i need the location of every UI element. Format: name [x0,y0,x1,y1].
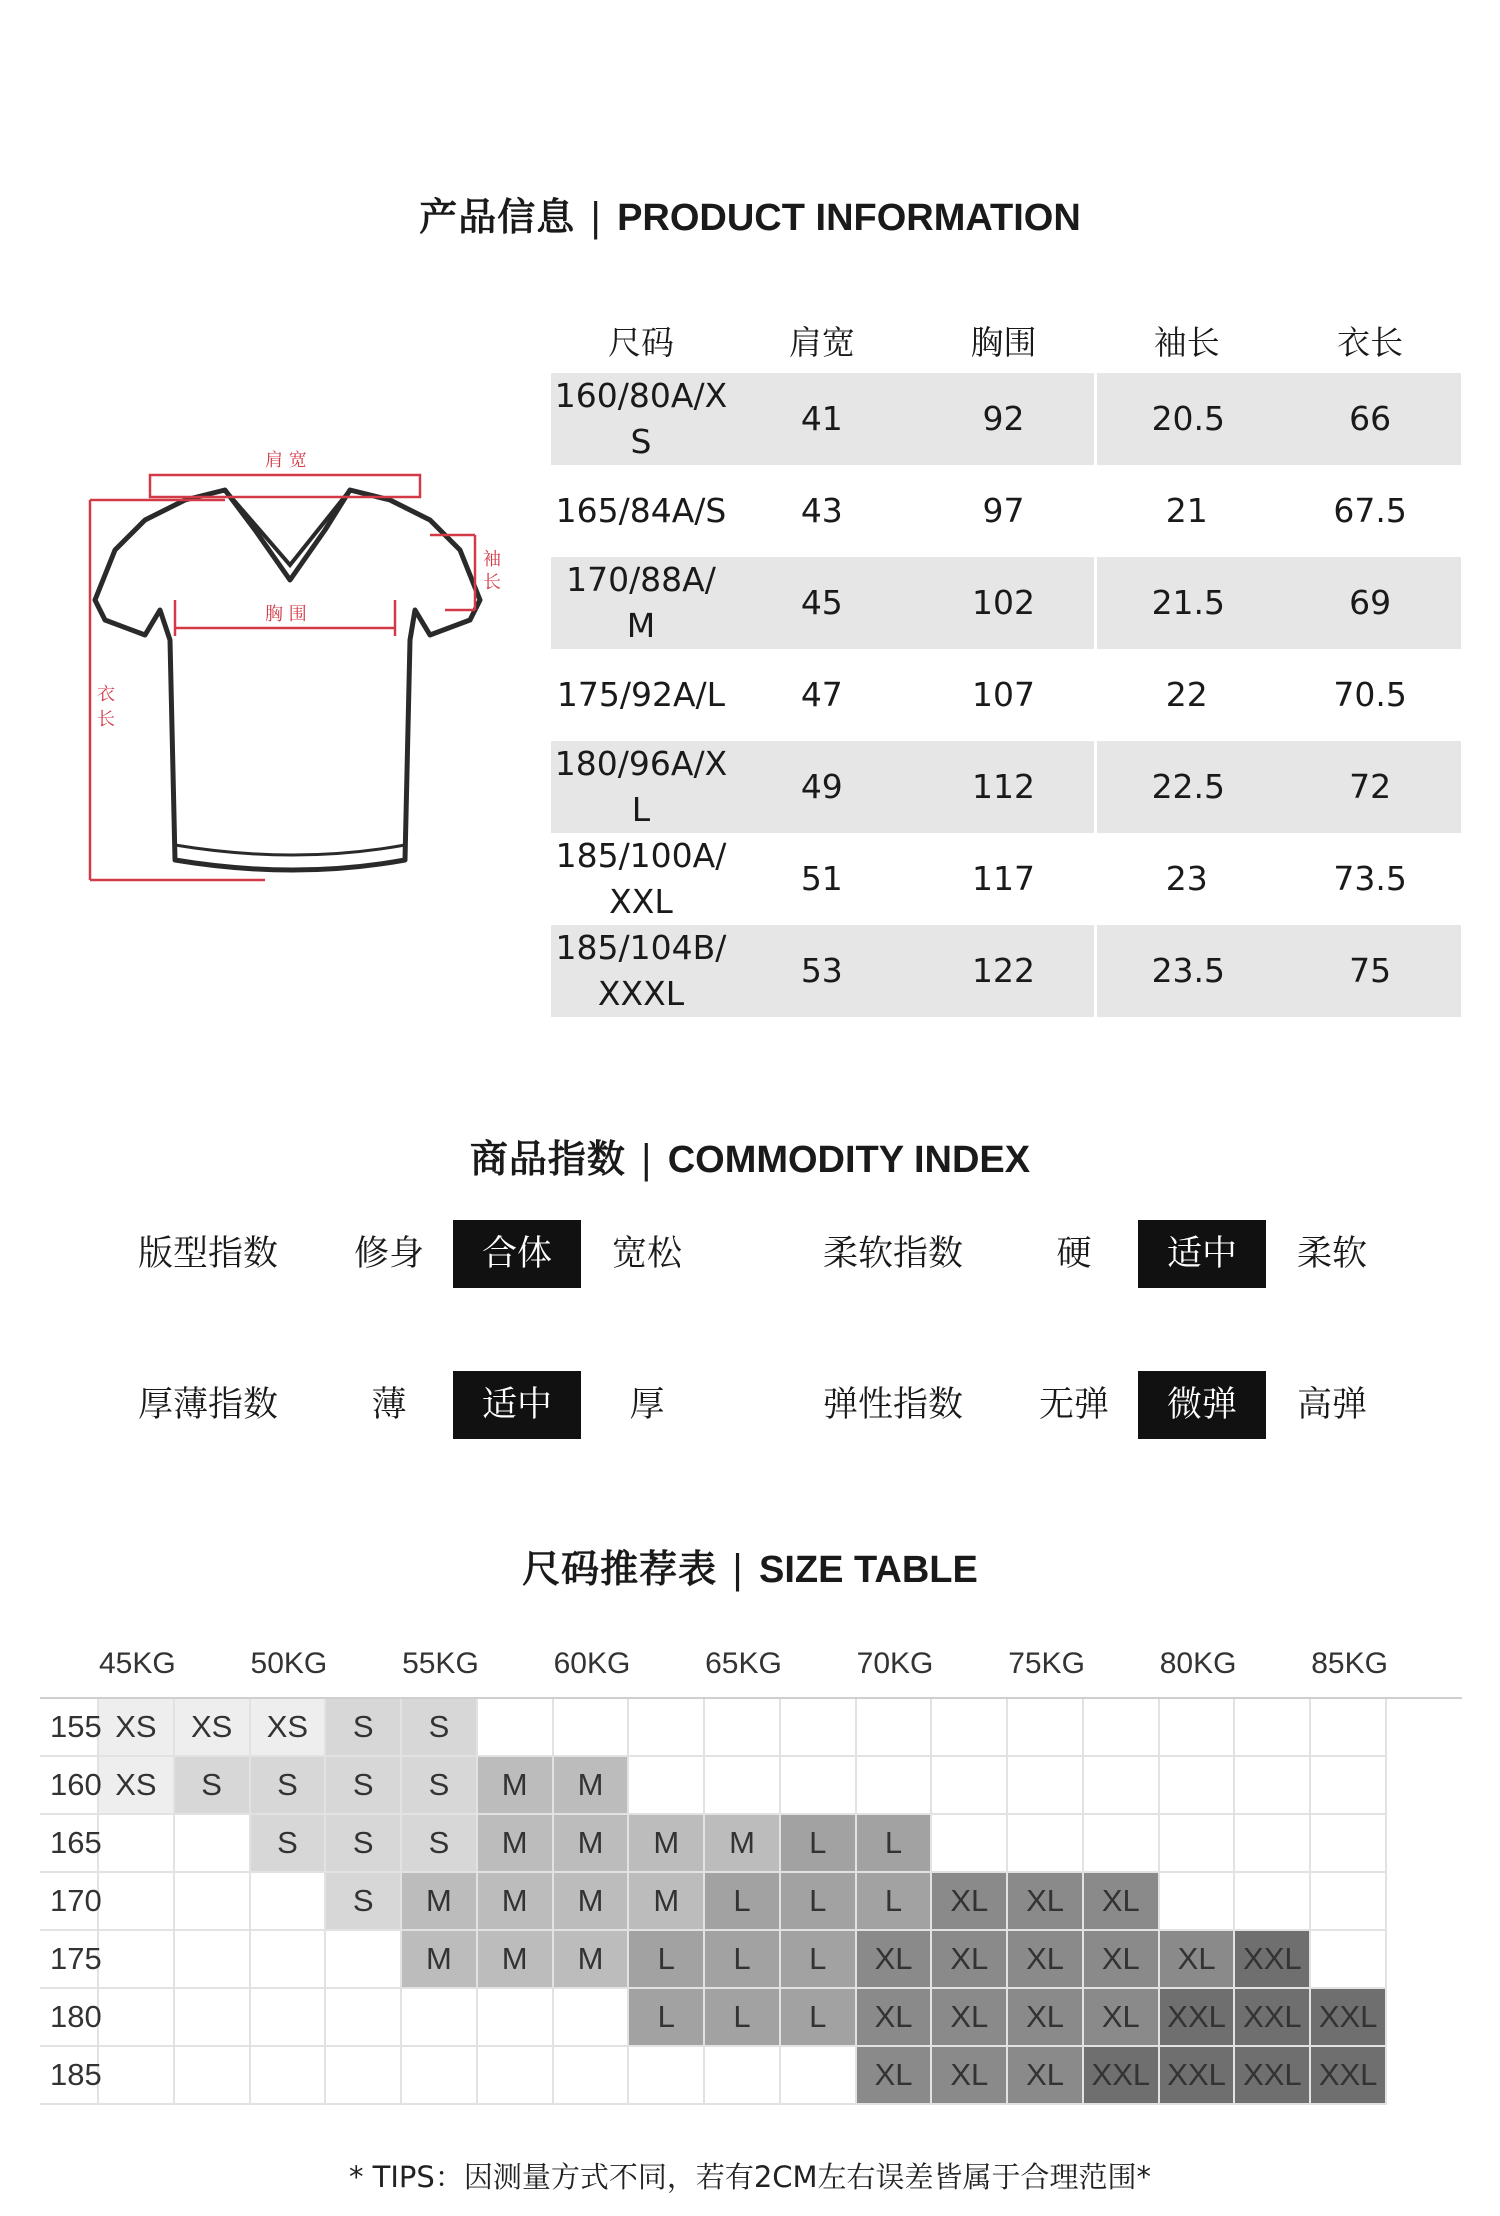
size-cell: L [704,1988,780,2046]
size-cell: XL [1083,1930,1159,1988]
size-cell: S [401,1698,477,1756]
size-cell [98,1930,174,1988]
elasticity-option-slight: 微弹 [1138,1371,1266,1439]
size-cell: M [477,1872,553,1930]
softness-option-medium: 适中 [1138,1220,1266,1288]
size-cell [931,1814,1007,1872]
size-cell: L [780,1988,856,2046]
sleeve-cell: 23.5 [1094,925,1279,1017]
title-separator: | [731,1547,745,1591]
table-row [551,925,1461,1017]
table-row [40,1872,1462,1930]
size-line-2: XXL [609,882,673,921]
label-length-2: 长 [97,709,115,730]
shoulder-cell: 41 [731,373,913,465]
size-cell: XL [1159,1930,1235,1988]
size-cell: XL [1007,1930,1083,1988]
size-recommendation-table-wrap [40,1631,1462,2105]
size-line-1: 175/92A/L [556,675,726,714]
softness-index-label: 柔软指数 [823,1234,964,1274]
height-label: 155 [40,1698,98,1756]
size-cell [704,1756,780,1814]
size-line-1: 180/96A/X [554,744,728,783]
product-info-title [0,186,1500,241]
thickness-option-thick: 厚 [629,1385,665,1425]
size-cell [174,2046,250,2104]
size-cell [1234,1872,1310,1930]
size-cell: M [477,1930,553,1988]
size-cell: S [325,1698,401,1756]
size-cell [1159,1756,1235,1814]
elasticity-index-row [0,1371,1500,1439]
commodity-index-title [0,1128,1500,1183]
weight-header: 55KG [401,1631,553,1698]
size-cell: L [704,1872,780,1930]
size-cell [551,649,731,741]
size-line-1: 165/84A/S [555,491,727,530]
size-cell [1083,1698,1159,1756]
size-cell: XL [931,1988,1007,2046]
size-cell [551,925,731,1017]
size-cell [551,741,731,833]
size-cell: XXL [1234,1930,1310,1988]
weight-header: 65KG [704,1631,856,1698]
size-cell: M [553,1814,629,1872]
size-cell [780,1698,856,1756]
height-label: 160 [40,1756,98,1814]
fit-index-label: 版型指数 [138,1234,279,1274]
size-cell: XXL [1234,1988,1310,2046]
size-cell [553,1988,629,2046]
size-line-1: 170/88A/ [566,560,716,599]
size-recommendation-table [40,1631,1462,2105]
size-cell [325,2046,401,2104]
size-cell: XL [931,1872,1007,1930]
size-cell: XL [1007,1988,1083,2046]
size-cell: S [325,1872,401,1930]
weight-header: 45KG [98,1631,250,1698]
height-label: 175 [40,1930,98,1988]
shoulder-cell: 51 [800,859,843,898]
length-cell: 72 [1279,741,1461,833]
height-label: 185 [40,2046,98,2104]
chest-cell: 107 [972,675,1036,714]
size-cell: M [628,1814,704,1872]
product-info-title-en: PRODUCT INFORMATION [617,197,1081,239]
size-cell [931,1756,1007,1814]
table-row [551,741,1461,833]
chest-cell: 92 [913,373,1095,465]
size-cell [551,373,731,465]
size-cell: XL [1007,2046,1083,2104]
size-table-title [0,1538,1500,1593]
size-cell [780,2046,856,2104]
size-cell [704,2046,780,2104]
size-cell: M [553,1872,629,1930]
size-cell: L [856,1872,932,1930]
size-cell [1007,1814,1083,1872]
size-cell [174,1988,250,2046]
size-cell: S [401,1756,477,1814]
thickness-option-thin: 薄 [371,1385,407,1425]
size-cell [401,2046,477,2104]
shoulder-cell: 47 [800,675,843,714]
chest-cell: 117 [972,859,1036,898]
size-cell: XXL [1310,2046,1386,2104]
size-cell [628,2046,704,2104]
size-cell [1310,1930,1386,1988]
size-cell: M [628,1872,704,1930]
size-cell [250,1988,326,2046]
label-shoulder: 肩 宽 [265,450,307,471]
size-cell: XL [1007,1872,1083,1930]
size-cell [553,1698,629,1756]
size-cell: XXL [1234,2046,1310,2104]
size-cell [1310,1698,1386,1756]
size-cell [1007,1698,1083,1756]
length-cell: 73.5 [1333,859,1407,898]
size-line-1: 185/104B/ [555,928,727,967]
table-row [551,557,1461,649]
size-cell: XL [856,1988,932,2046]
size-cell: M [401,1930,477,1988]
size-cell [98,2046,174,2104]
size-line-2: S [630,422,652,461]
size-cell: L [628,1988,704,2046]
length-cell: 66 [1279,373,1461,465]
size-cell [477,1988,553,2046]
fit-option-loose: 宽松 [611,1234,682,1274]
size-cell [1159,1814,1235,1872]
size-cell: M [553,1756,629,1814]
size-cell: M [553,1930,629,1988]
size-table-title-en: SIZE TABLE [758,1549,978,1591]
size-cell: XS [98,1756,174,1814]
title-separator: | [639,1137,654,1181]
chest-cell: 102 [913,557,1095,649]
height-label: 170 [40,1872,98,1930]
size-line-2: M [626,606,656,645]
commodity-index-title-en: COMMODITY INDEX [667,1139,1031,1181]
size-cell: S [401,1814,477,1872]
softness-option-hard: 硬 [1056,1234,1092,1274]
size-cell: XL [1083,1988,1159,2046]
sleeve-cell: 22 [1165,675,1208,714]
size-cell [174,1930,250,1988]
size-line-1: 160/80A/X [554,376,728,415]
size-line-2: L [631,790,651,829]
sleeve-cell: 21.5 [1094,557,1279,649]
size-cell [551,465,731,557]
table-row [40,1988,1462,2046]
size-cell: L [780,1814,856,1872]
sleeve-cell: 23 [1165,859,1208,898]
size-cell [931,1698,1007,1756]
label-sleeve-2: 长 [483,572,501,593]
size-cell [856,1756,932,1814]
size-cell [780,1756,856,1814]
size-cell: XL [856,1930,932,1988]
size-cell [1159,1872,1235,1930]
table-row [40,1930,1462,1988]
size-cell: XS [250,1698,326,1756]
size-cell: XS [98,1698,174,1756]
table-row [551,833,1461,925]
size-cell: M [477,1756,553,1814]
header-size: 尺码 [607,322,674,362]
fit-option-regular: 合体 [453,1220,581,1288]
header-length: 衣长 [1337,322,1404,362]
size-cell [325,1930,401,1988]
length-cell: 70.5 [1333,675,1407,714]
size-cell [250,1872,326,1930]
table-row [40,1756,1462,1814]
size-cell: L [780,1930,856,1988]
tips-note: * TIPS：因测量方式不同，若有2CM左右误差皆属于合理范围* [348,2160,1152,2194]
length-cell: 67.5 [1333,491,1407,530]
size-cell: L [704,1930,780,1988]
size-cell [628,1698,704,1756]
size-cell [98,1814,174,1872]
size-cell: M [477,1814,553,1872]
weight-header: 80KG [1159,1631,1311,1698]
thickness-index-label: 厚薄指数 [138,1385,279,1425]
size-cell: L [856,1814,932,1872]
softness-option-soft: 柔软 [1296,1234,1367,1274]
table-row [551,373,1461,465]
size-cell [1234,1814,1310,1872]
size-cell [98,1872,174,1930]
size-cell: XS [174,1698,250,1756]
product-info-title-cn: 产品信息 [419,195,576,239]
size-cell: XXL [1310,1988,1386,2046]
weight-header: 75KG [1007,1631,1159,1698]
weight-header-row [40,1631,1462,1698]
table-row [40,1814,1462,1872]
size-cell [325,1988,401,2046]
chest-cell: 112 [913,741,1095,833]
size-cell: S [250,1814,326,1872]
fit-option-slim: 修身 [353,1234,424,1274]
size-cell: XL [1083,1872,1159,1930]
size-cell [401,1988,477,2046]
size-cell [856,1698,932,1756]
size-cell: XXL [1159,1988,1235,2046]
height-label: 165 [40,1814,98,1872]
size-cell [477,2046,553,2104]
size-cell: L [628,1930,704,1988]
commodity-index-title-cn: 商品指数 [469,1137,626,1181]
length-cell: 69 [1279,557,1461,649]
size-line-1: 185/100A/ [555,836,727,875]
size-cell [1083,1756,1159,1814]
size-cell: S [250,1756,326,1814]
shoulder-cell: 43 [800,491,843,530]
table-row [551,465,1461,557]
size-cell [1234,1698,1310,1756]
chest-cell: 122 [913,925,1095,1017]
height-label: 180 [40,1988,98,2046]
size-cell [553,2046,629,2104]
elasticity-option-none: 无弹 [1038,1385,1109,1425]
weight-header: 50KG [250,1631,402,1698]
table-row [40,2046,1462,2104]
size-cell [1083,1814,1159,1872]
elasticity-index-label: 弹性指数 [823,1385,964,1425]
size-cell [174,1872,250,1930]
size-cell [1310,1814,1386,1872]
size-cell [250,2046,326,2104]
size-cell: XL [856,2046,932,2104]
size-cell: L [780,1872,856,1930]
label-sleeve-1: 袖 [483,549,501,570]
table-header-row [551,307,1461,373]
size-cell [1159,1698,1235,1756]
size-cell: XL [931,1930,1007,1988]
size-cell [704,1698,780,1756]
chest-cell: 97 [982,491,1025,530]
size-cell [98,1988,174,2046]
sleeve-cell: 20.5 [1094,373,1279,465]
size-cell [551,557,731,649]
size-cell: XXL [1083,2046,1159,2104]
sleeve-cell: 21 [1165,491,1208,530]
size-cell [1310,1756,1386,1814]
header-shoulder: 肩宽 [788,322,855,362]
size-cell [1007,1756,1083,1814]
size-cell: S [174,1756,250,1814]
table-row [40,1698,1462,1756]
size-cell [628,1756,704,1814]
weight-header: 70KG [856,1631,1008,1698]
elasticity-option-high: 高弹 [1296,1385,1367,1425]
header-sleeve: 袖长 [1153,322,1220,362]
softness-index-row [0,1220,1500,1288]
corner-cell [40,1631,98,1698]
sleeve-cell: 22.5 [1094,741,1279,833]
size-cell: S [325,1756,401,1814]
size-cell [477,1698,553,1756]
header-chest: 胸围 [970,322,1037,362]
size-table-title-cn: 尺码推荐表 [522,1547,718,1591]
size-cell: M [704,1814,780,1872]
size-cell [174,1814,250,1872]
size-line-2: XXXL [597,974,685,1013]
shoulder-cell: 53 [731,925,913,1017]
size-cell [250,1930,326,1988]
size-cell: XL [931,2046,1007,2104]
label-chest: 胸 围 [265,604,307,625]
table-row [551,649,1461,741]
shoulder-cell: 45 [731,557,913,649]
tshirt-measurement-diagram [85,440,515,900]
size-cell: S [325,1814,401,1872]
product-info-table [551,307,1461,1017]
length-cell: 75 [1279,925,1461,1017]
thickness-option-medium: 适中 [453,1371,581,1439]
size-cell [1234,1756,1310,1814]
size-cell: M [401,1872,477,1930]
size-cell: XXL [1159,2046,1235,2104]
size-cell [1310,1872,1386,1930]
weight-header: 85KG [1310,1631,1462,1698]
shoulder-cell: 49 [731,741,913,833]
label-length-1: 衣 [97,684,115,705]
weight-header: 60KG [553,1631,705,1698]
title-separator: | [589,195,604,239]
size-cell [551,833,731,925]
